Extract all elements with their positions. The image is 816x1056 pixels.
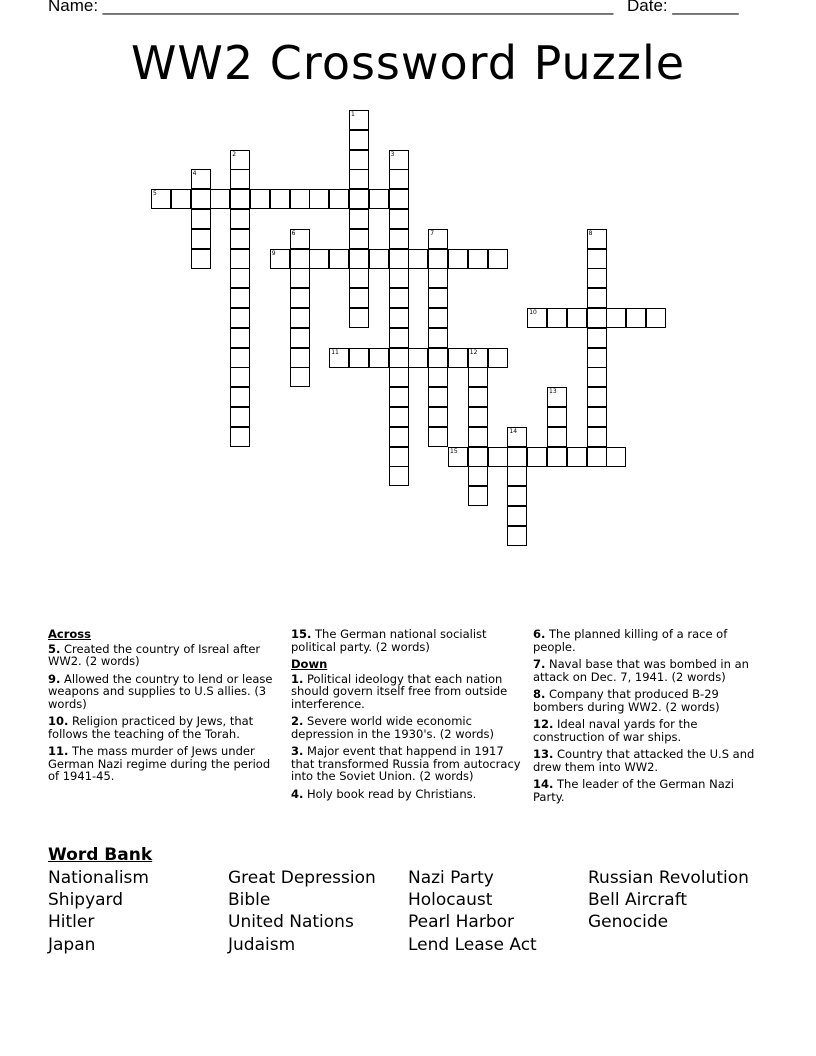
word-bank-item: Judaism xyxy=(228,935,296,955)
grid-cell[interactable] xyxy=(349,308,369,328)
word-bank-title: Word Bank xyxy=(48,845,153,865)
clue-number: 9. xyxy=(48,671,61,686)
clue-text: Severe world wide economic depression in the 1930's. (2 words) xyxy=(291,714,494,741)
grid-cell[interactable] xyxy=(230,348,250,368)
clue-text: The planned killing of a race of people. xyxy=(533,627,728,654)
grid-cell[interactable] xyxy=(468,427,488,447)
grid-cell[interactable] xyxy=(389,308,409,328)
clue-number-label: 10 xyxy=(529,309,537,316)
clue-across-15 xyxy=(291,628,523,653)
grid-cell[interactable] xyxy=(587,268,607,288)
clue-column-2 xyxy=(291,628,523,805)
clue-text: Naval base that was bombed in an attack on Dec. 7, 1941. (2 words) xyxy=(533,657,749,684)
clue-text: Religion practiced by Jews, that follows the teaching of the Torah. xyxy=(48,714,254,741)
grid-cell[interactable] xyxy=(329,249,349,269)
grid-cell[interactable] xyxy=(587,249,607,269)
grid-cell[interactable] xyxy=(250,189,270,209)
grid-cell[interactable] xyxy=(567,308,587,328)
clue-down-12 xyxy=(533,718,763,743)
clue-number: 13. xyxy=(533,747,554,761)
grid-cell[interactable] xyxy=(587,367,607,387)
clue-down-13 xyxy=(533,748,763,773)
grid-cell[interactable] xyxy=(349,229,369,249)
grid-cell[interactable] xyxy=(389,249,409,269)
grid-cell[interactable] xyxy=(587,387,607,407)
grid-cell[interactable] xyxy=(448,348,468,368)
word-bank-item: Lend Lease Act xyxy=(408,935,537,955)
grid-cell[interactable] xyxy=(389,189,409,209)
clue-down-8 xyxy=(533,688,763,713)
grid-cell[interactable] xyxy=(191,249,211,269)
grid-cell[interactable] xyxy=(606,308,626,328)
grid-cell[interactable] xyxy=(428,407,448,427)
grid-cell[interactable] xyxy=(488,447,508,467)
page-title: WW2 Crossword Puzzle xyxy=(130,36,686,90)
word-bank-item: Hitler xyxy=(48,912,95,932)
grid-cell[interactable] xyxy=(587,288,607,308)
grid-cell[interactable] xyxy=(290,189,310,209)
grid-cell[interactable] xyxy=(587,348,607,368)
grid-cell[interactable] xyxy=(290,348,310,368)
clue-number: 12. xyxy=(533,717,554,731)
grid-cell[interactable] xyxy=(349,189,369,209)
grid-cell[interactable] xyxy=(309,249,329,269)
grid-cell[interactable] xyxy=(349,348,369,368)
clue-down-4 xyxy=(291,788,523,801)
clue-text: Company that produced B-29 bombers during WW2. (2 words) xyxy=(533,687,720,714)
grid-cell[interactable] xyxy=(428,288,448,308)
clue-number-label: 2 xyxy=(232,150,237,158)
grid-cell[interactable] xyxy=(389,169,409,189)
grid-cell[interactable] xyxy=(349,288,369,308)
grid-cell[interactable] xyxy=(587,407,607,427)
grid-cell[interactable] xyxy=(507,486,527,506)
grid-cell[interactable] xyxy=(389,367,409,387)
grid-cell[interactable] xyxy=(587,308,607,328)
grid-cell[interactable] xyxy=(428,328,448,348)
across-heading: Across xyxy=(48,627,91,641)
grid-cell[interactable] xyxy=(428,268,448,288)
grid-cell[interactable] xyxy=(428,308,448,328)
grid-cell[interactable] xyxy=(230,308,250,328)
grid-cell[interactable] xyxy=(507,506,527,526)
clue-number: 3. xyxy=(291,744,304,758)
word-bank-item: Bell Aircraft xyxy=(588,890,688,910)
grid-cell[interactable] xyxy=(547,447,567,467)
grid-cell[interactable] xyxy=(527,447,547,467)
grid-cell[interactable] xyxy=(606,447,626,467)
grid-cell[interactable] xyxy=(230,249,250,269)
grid-cell[interactable] xyxy=(389,229,409,249)
grid-cell[interactable] xyxy=(507,466,527,486)
clue-number: 14. xyxy=(533,777,554,791)
grid-cell[interactable] xyxy=(230,209,250,229)
grid-cell[interactable] xyxy=(428,348,448,368)
grid-cell[interactable] xyxy=(230,229,250,249)
word-bank-item: Russian Revolution xyxy=(588,868,749,888)
clue-text: The mass murder of Jews under German Nazi regime during the period of 1941-45. xyxy=(48,744,271,783)
grid-cell[interactable] xyxy=(369,189,389,209)
grid-cell[interactable] xyxy=(389,427,409,447)
clue-number-label: 7 xyxy=(430,229,435,237)
grid-cell[interactable] xyxy=(468,447,488,467)
grid-cell[interactable] xyxy=(290,328,310,348)
word-bank-item: United Nations xyxy=(228,912,354,932)
grid-cell[interactable] xyxy=(468,407,488,427)
clue-text: Holy book read by Christians. xyxy=(307,786,477,801)
grid-cell[interactable] xyxy=(191,209,211,229)
clue-text: The leader of the German Nazi Party. xyxy=(533,777,735,804)
word-bank-item: Japan xyxy=(48,935,96,955)
clue-number-label: 15 xyxy=(450,447,458,455)
grid-cell[interactable] xyxy=(389,348,409,368)
clue-text: Created the country of Isreal after WW2. (2 words) xyxy=(48,641,261,668)
grid-cell[interactable] xyxy=(389,407,409,427)
grid-cell[interactable] xyxy=(230,288,250,308)
grid-cell[interactable] xyxy=(389,447,409,467)
word-bank-item: Pearl Harbor xyxy=(408,912,515,932)
grid-cell[interactable] xyxy=(389,387,409,407)
grid-cell[interactable] xyxy=(230,268,250,288)
clue-number: 8. xyxy=(533,687,546,701)
grid-cell[interactable] xyxy=(448,249,468,269)
grid-cell[interactable] xyxy=(349,268,369,288)
clue-number-label: 8 xyxy=(588,229,593,237)
grid-cell[interactable] xyxy=(468,249,488,269)
grid-cell[interactable] xyxy=(389,268,409,288)
clue-down-2 xyxy=(291,715,523,740)
date-field-line: Date: _______ xyxy=(627,0,739,15)
word-bank-item: Genocide xyxy=(588,912,669,932)
word-bank-item: Bible xyxy=(228,890,271,910)
grid-cell[interactable] xyxy=(329,189,349,209)
grid-cell[interactable] xyxy=(270,189,290,209)
clue-number: 4. xyxy=(291,786,304,801)
clue-number-label: 11 xyxy=(331,348,339,356)
grid-cell[interactable] xyxy=(428,387,448,407)
clue-across-9 xyxy=(48,673,274,711)
clue-column-1 xyxy=(48,628,274,788)
clue-number-label: 3 xyxy=(390,150,395,158)
clue-number-label: 12 xyxy=(469,348,478,356)
word-bank-item: Nationalism xyxy=(48,868,149,888)
grid-cell[interactable] xyxy=(587,447,607,467)
grid-cell[interactable] xyxy=(210,189,230,209)
clue-number-label: 14 xyxy=(509,427,518,435)
grid-cell[interactable] xyxy=(408,249,428,269)
clue-number: 15. xyxy=(291,627,312,641)
name-field-line: Name: ______________________________________________________ xyxy=(48,0,614,15)
grid-cell[interactable] xyxy=(290,268,310,288)
grid-cell[interactable] xyxy=(230,387,250,407)
clue-down-7 xyxy=(533,658,763,683)
grid-cell[interactable] xyxy=(389,209,409,229)
clue-number: 2. xyxy=(291,714,304,728)
grid-cell[interactable] xyxy=(191,189,211,209)
grid-cell[interactable] xyxy=(488,249,508,269)
grid-cell[interactable] xyxy=(389,328,409,348)
word-bank-item: Great Depression xyxy=(228,868,376,888)
grid-cell[interactable] xyxy=(349,169,369,189)
word-bank-item: Holocaust xyxy=(408,890,493,910)
grid-cell[interactable] xyxy=(587,427,607,447)
grid-cell[interactable] xyxy=(547,308,567,328)
clue-number: 10. xyxy=(48,714,69,728)
grid-cell[interactable] xyxy=(428,427,448,447)
clue-number-label: 13 xyxy=(549,388,557,396)
grid-cell[interactable] xyxy=(230,367,250,387)
grid-cell[interactable] xyxy=(408,348,428,368)
clue-text: Ideal naval yards for the construction of war ships. xyxy=(533,717,698,744)
clue-number: 11. xyxy=(48,744,69,758)
grid-cell[interactable] xyxy=(191,229,211,249)
grid-cell[interactable] xyxy=(468,466,488,486)
clue-text: Political ideology that each nation should govern itself free from outside interference. xyxy=(291,671,508,711)
grid-cell[interactable] xyxy=(369,249,389,269)
clue-down-14 xyxy=(533,778,763,803)
grid-cell[interactable] xyxy=(468,367,488,387)
grid-cell[interactable] xyxy=(290,367,310,387)
grid-cell[interactable] xyxy=(488,348,508,368)
clue-number-label: 6 xyxy=(291,229,296,237)
grid-cell[interactable] xyxy=(230,189,250,209)
down-heading: Down xyxy=(291,657,328,671)
clue-text: Major event that happend in 1917 that transformed Russia from autocracy into the Soviet Union. (2 words) xyxy=(291,744,521,783)
grid-cell[interactable] xyxy=(171,189,191,209)
clue-number: 1. xyxy=(291,671,304,686)
clue-number: 6. xyxy=(533,627,546,641)
grid-cell[interactable] xyxy=(230,169,250,189)
grid-cell[interactable] xyxy=(428,249,448,269)
clue-column-3 xyxy=(533,628,763,808)
grid-cell[interactable] xyxy=(389,466,409,486)
clue-down-3 xyxy=(291,745,523,783)
grid-cell[interactable] xyxy=(230,427,250,447)
grid-cell[interactable] xyxy=(626,308,646,328)
clue-across-11 xyxy=(48,745,274,783)
word-bank-item: Nazi Party xyxy=(408,868,494,888)
clue-text: The German national socialist political party. (2 words) xyxy=(291,627,487,654)
clue-text: Country that attacked the U.S and drew them into WW2. xyxy=(533,747,755,774)
grid-cell[interactable] xyxy=(290,308,310,328)
clue-across-5 xyxy=(48,643,274,668)
grid-cell[interactable] xyxy=(468,387,488,407)
grid-cell[interactable] xyxy=(369,348,389,368)
grid-cell[interactable] xyxy=(230,328,250,348)
grid-cell[interactable] xyxy=(349,130,369,150)
clue-number: 5. xyxy=(48,641,61,656)
clue-down-1 xyxy=(291,673,523,711)
grid-cell[interactable] xyxy=(389,288,409,308)
grid-cell[interactable] xyxy=(547,407,567,427)
grid-cell[interactable] xyxy=(290,249,310,269)
grid-cell[interactable] xyxy=(507,526,527,546)
clue-text: Allowed the country to lend or lease weapons and supplies to U.S allies. (3 words) xyxy=(48,671,273,711)
clue-number-label: 4 xyxy=(192,170,197,178)
clue-number-label: 9 xyxy=(271,249,276,257)
grid-cell[interactable] xyxy=(428,367,448,387)
grid-cell[interactable] xyxy=(567,447,587,467)
grid-cell[interactable] xyxy=(349,249,369,269)
clue-number-label: 1 xyxy=(351,111,355,118)
grid-cell[interactable] xyxy=(507,447,527,467)
grid-cell[interactable] xyxy=(646,308,666,328)
grid-cell[interactable] xyxy=(547,427,567,447)
grid-cell[interactable] xyxy=(349,150,369,170)
grid-cell[interactable] xyxy=(587,328,607,348)
grid-cell[interactable] xyxy=(349,209,369,229)
grid-cell[interactable] xyxy=(468,486,488,506)
grid-cell[interactable] xyxy=(230,407,250,427)
clue-number-label: 5 xyxy=(153,190,157,198)
word-bank-item: Shipyard xyxy=(48,890,124,910)
clue-down-6 xyxy=(533,628,763,653)
grid-cell[interactable] xyxy=(290,288,310,308)
grid-cell[interactable] xyxy=(309,189,329,209)
clue-across-10 xyxy=(48,715,274,740)
clue-number: 7. xyxy=(533,657,546,671)
